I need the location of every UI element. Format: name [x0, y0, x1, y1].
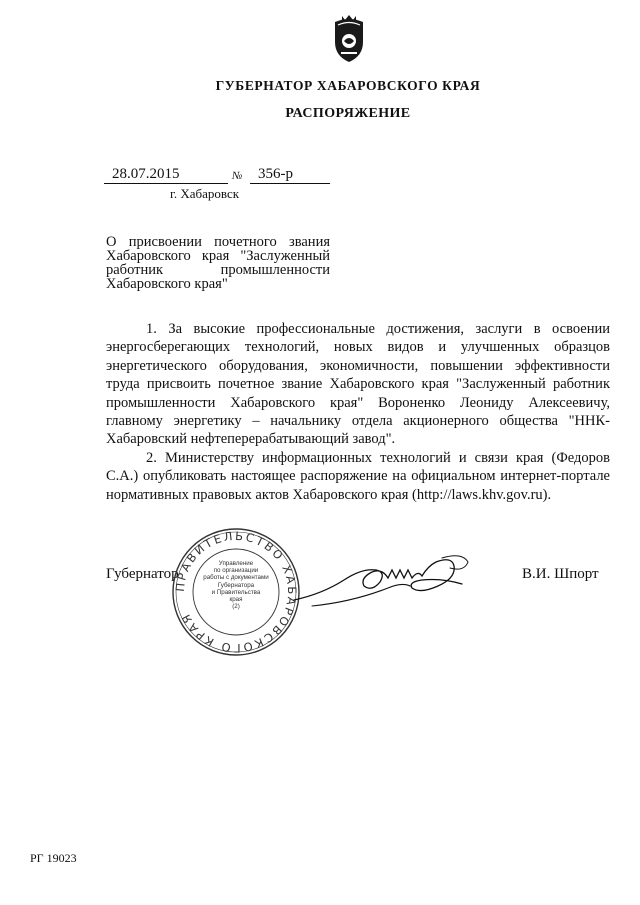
- body-paragraph-1: 1. За высокие профессиональные достижения, заслуги в освоении энергосберегающих технологий, новых видов и улучшенных образцов энергетического оборудования, экономичности, повышении эффективности труда присвоить почетное звание Хабаровского края "Заслуженный работник промышленности Хабаровского края" Вороненко Леониду Алексеевичу, главному энергетику – начальнику отдела акционерного общества "ННК-Хабаровский нефтеперерабатывающий завод".: [106, 321, 610, 448]
- stamp-line: Управление: [218, 560, 254, 567]
- signatory-title: Губернатор: [106, 566, 179, 582]
- stamp-line: края: [229, 596, 243, 604]
- document-subject: О присвоении почетного звания Хабаровского края "Заслуженный работник промышленности Хабаровского края": [106, 234, 330, 292]
- registration-number: РГ 19023: [30, 851, 77, 865]
- number-label: №: [232, 170, 243, 182]
- signatory-name: В.И. Шпорт: [522, 566, 599, 582]
- number-underline: [250, 183, 330, 184]
- date-underline: [104, 183, 228, 184]
- document-type: РАСПОРЯЖЕНИЕ: [285, 106, 411, 121]
- stamp-line: (2): [232, 603, 240, 611]
- stamp-line: и Правительства: [211, 588, 261, 596]
- stamp-line: работы с документами: [203, 574, 269, 582]
- coat-of-arms-icon: [329, 14, 369, 64]
- document-number: 356-р: [258, 166, 293, 182]
- document-date: 28.07.2015: [112, 166, 180, 182]
- stamp-inner-text: [201, 560, 271, 610]
- signature-icon: [292, 548, 472, 614]
- body-paragraph-2: 2. Министерству информационных технологий и связи края (Федоров С.А.) опубликовать настоящее распоряжение на официальном интернет-портале нормативных правовых актов Хабаровского края (http://laws.khv.gov.ru).: [106, 449, 610, 503]
- stamp-line: по организации: [213, 567, 259, 575]
- stamp-ring-text: ПРАВИТЕЛЬСТВО ХАБАРОВСКОГО КРАЯ: [172, 528, 300, 656]
- document-city: г. Хабаровск: [170, 186, 240, 201]
- stamp-line: Губернатора: [217, 581, 255, 589]
- document-body: [106, 320, 610, 504]
- issuing-authority: ГУБЕРНАТОР ХАБАРОВСКОГО КРАЯ: [215, 78, 481, 93]
